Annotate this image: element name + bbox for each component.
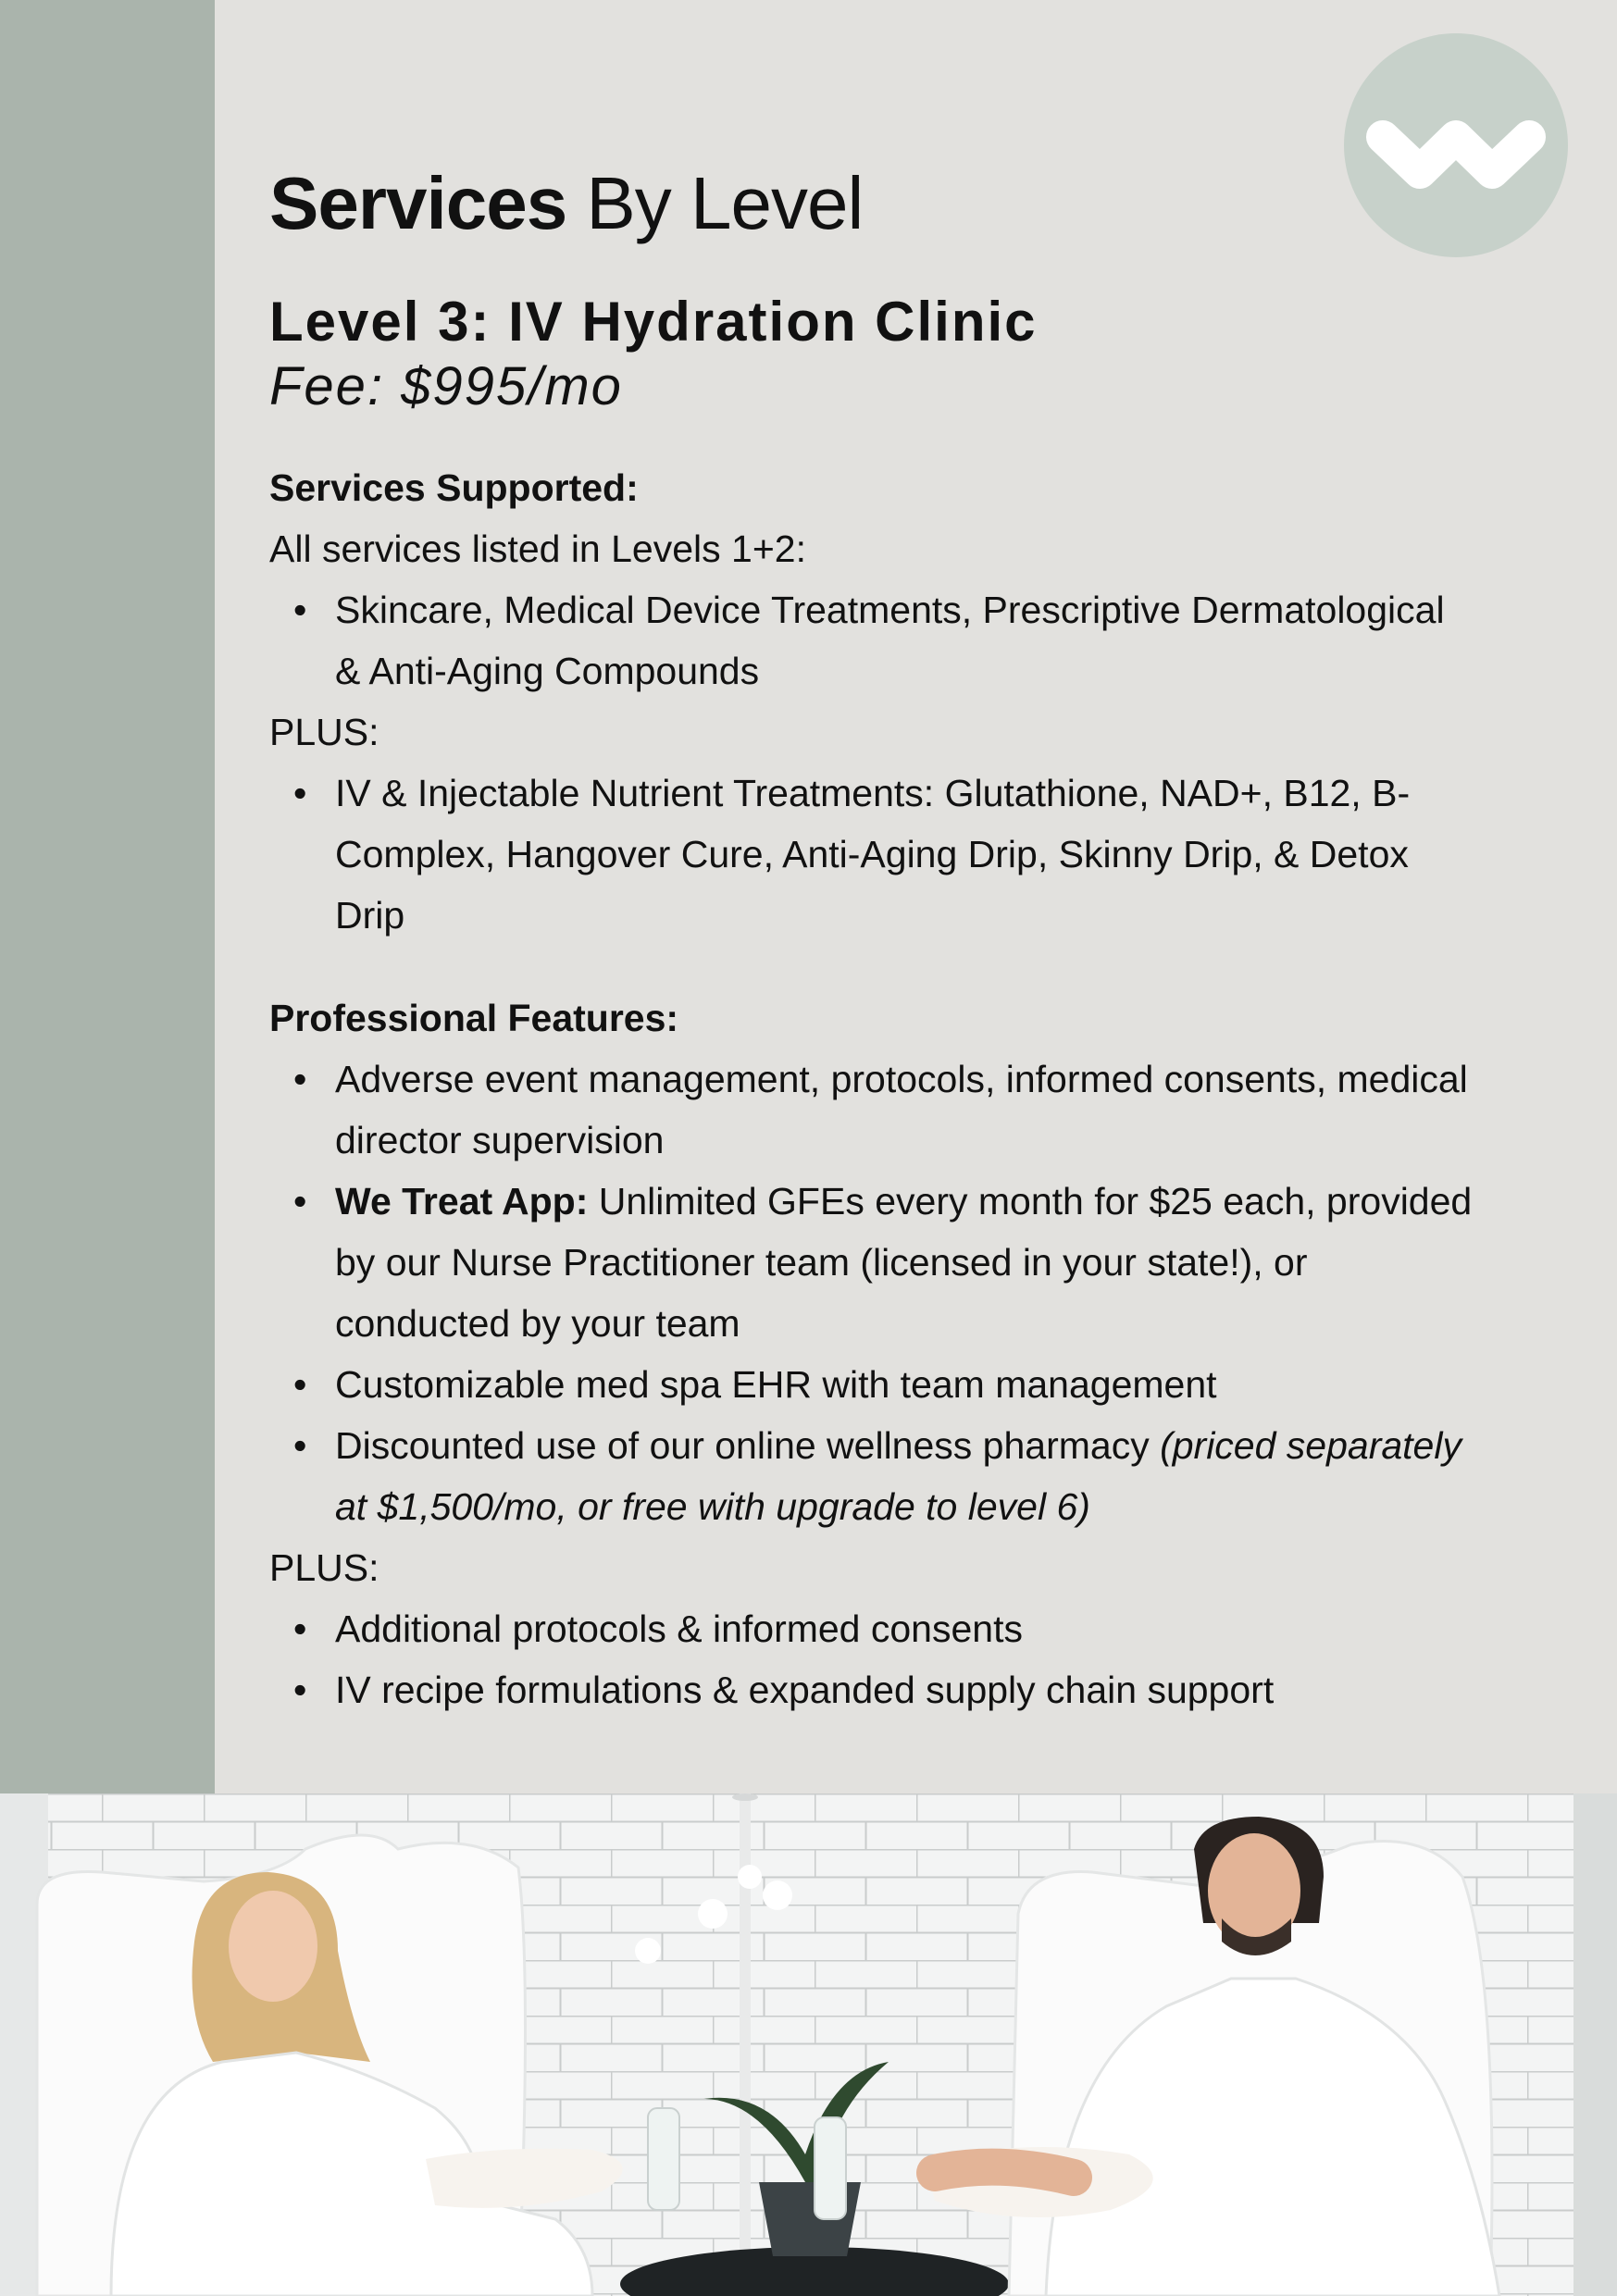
level-title: Level 3: IV Hydration Clinic xyxy=(269,291,1038,353)
list-item-text: IV recipe formulations & expanded supply chain support xyxy=(335,1669,1275,1711)
bullet-icon: • xyxy=(293,1180,307,1222)
list-item-text: Additional protocols & informed consents xyxy=(335,1607,1023,1650)
bullet-icon: • xyxy=(293,1607,307,1650)
list-item-text: Adverse event management, protocols, informed consents, medical director supervision xyxy=(335,1058,1468,1161)
features-list xyxy=(269,1049,1473,1537)
list-item xyxy=(269,1598,1473,1659)
list-item-text: IV & Injectable Nutrient Treatments: Glutathione, NAD+, B12, B-Complex, Hangover Cure, Anti-Aging Drip, Skinny Drip, & Detox Drip xyxy=(335,772,1411,937)
main-content xyxy=(269,157,1473,1720)
list-item xyxy=(269,1354,1473,1415)
bullet-icon: • xyxy=(293,772,307,814)
services-supported-heading: Services Supported: xyxy=(269,466,639,509)
list-item xyxy=(269,1049,1473,1171)
list-item xyxy=(269,579,1473,701)
we-treat-app-label: We Treat App: xyxy=(335,1180,589,1222)
list-item xyxy=(269,1659,1473,1720)
bullet-icon: • xyxy=(293,1363,307,1406)
services-plus-list xyxy=(269,763,1473,946)
clinic-photo xyxy=(0,1793,1617,2296)
bullet-icon: • xyxy=(293,589,307,631)
list-item-text: Customizable med spa EHR with team management xyxy=(335,1363,1217,1406)
pricing-note: (priced separately at $1,500/mo, or free with upgrade to level 6) xyxy=(335,1424,1462,1528)
list-item-text: Discounted use of our online wellness pharmacy xyxy=(335,1424,1161,1467)
page-title xyxy=(269,157,1473,250)
bullet-icon: • xyxy=(293,1058,307,1100)
bullet-icon: • xyxy=(293,1424,307,1467)
list-item-text: Skincare, Medical Device Treatments, Prescriptive Dermatological & Anti-Aging Compounds xyxy=(335,589,1445,692)
bullet-icon: • xyxy=(293,1669,307,1711)
plus-label: PLUS: xyxy=(269,1546,379,1589)
features-plus-list xyxy=(269,1598,1473,1720)
list-item xyxy=(269,763,1473,946)
services-list xyxy=(269,579,1473,701)
list-item-text: Unlimited GFEs every month for $25 each, provided by our Nurse Practitioner team (licensed in your state!), or conducted by your team xyxy=(335,1180,1473,1345)
professional-features-heading: Professional Features: xyxy=(269,997,679,1039)
list-item xyxy=(269,1415,1473,1537)
page-title-bold: Services xyxy=(269,162,567,244)
services-intro: All services listed in Levels 1+2: xyxy=(269,527,806,570)
list-item xyxy=(269,1171,1473,1354)
sidebar-band xyxy=(0,0,215,1793)
plus-label: PLUS: xyxy=(269,711,379,753)
page-title-rest: By Level xyxy=(566,162,864,244)
level-fee: Fee: $995/mo xyxy=(269,356,623,416)
